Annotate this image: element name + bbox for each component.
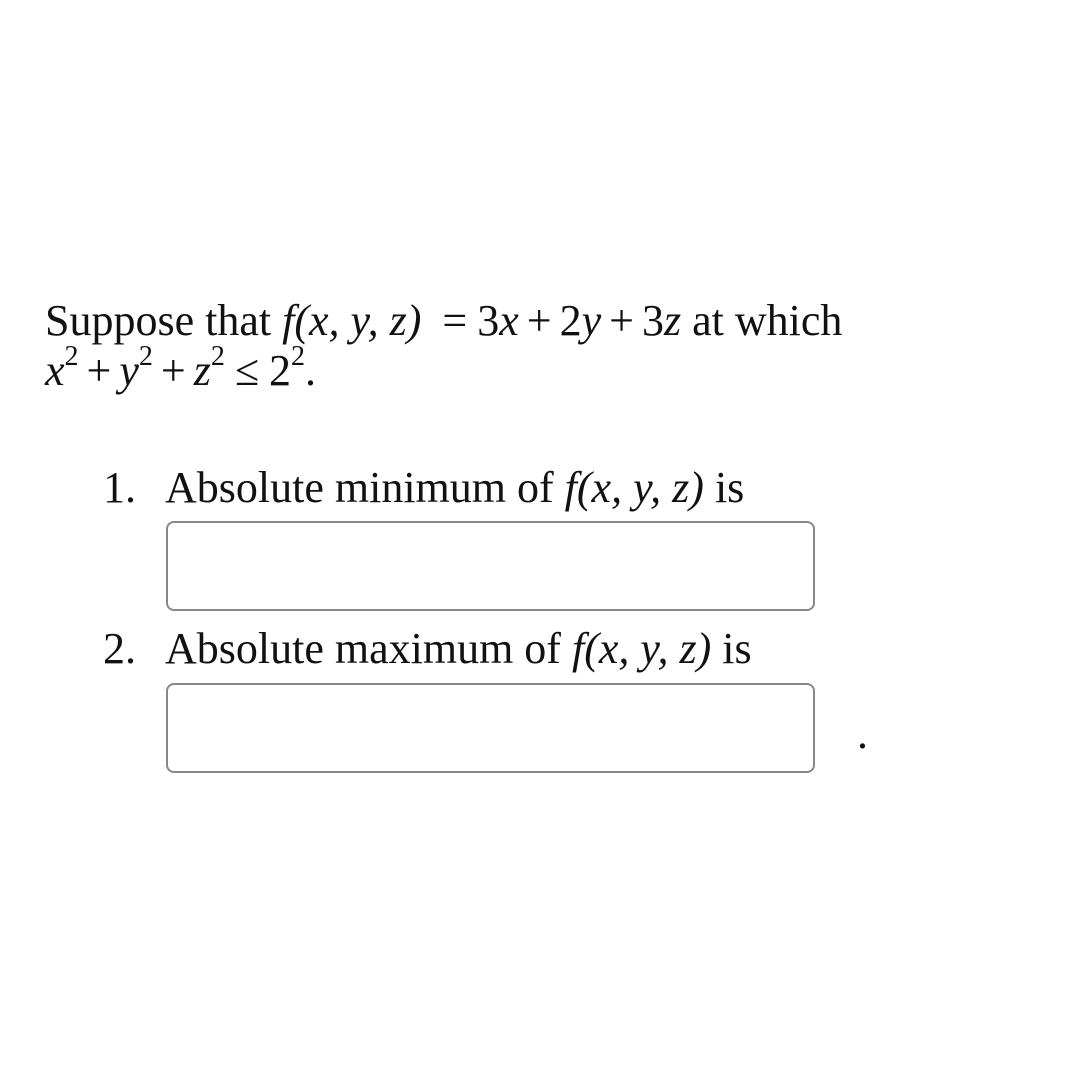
minimum-answer-input[interactable]	[166, 521, 815, 611]
var-2: y	[581, 296, 602, 345]
constraint-plus-2: +	[160, 346, 186, 395]
question-1-suffix: is	[714, 463, 745, 512]
less-equal-sign: ≤	[234, 346, 259, 395]
equals-sign: =	[442, 296, 468, 345]
function-name: f	[282, 296, 295, 345]
problem-line-1	[45, 296, 1045, 346]
question-2-text: Absolute maximum of	[165, 624, 561, 673]
maximum-answer-input[interactable]	[166, 683, 815, 773]
question-2-suffix: is	[722, 624, 752, 673]
var-3: z	[663, 296, 682, 345]
function-args: (x, y, z)	[294, 296, 422, 345]
question-2	[103, 624, 752, 674]
trailing-period: .	[857, 709, 868, 758]
problem-tail: at which	[692, 296, 843, 345]
constraint-plus-1: +	[86, 346, 112, 395]
exponent-z: 2	[210, 341, 225, 373]
plus-2: +	[609, 296, 634, 345]
question-1-text: Absolute minimum of	[165, 463, 554, 512]
question-2-number: 2.	[103, 624, 136, 673]
question-1-number: 1.	[103, 463, 136, 512]
question-2-func: f	[571, 624, 585, 673]
question-1-args: (x, y, z)	[576, 463, 704, 512]
exponent-y: 2	[138, 341, 153, 373]
constraint-base: 2	[269, 346, 291, 395]
question-1-func: f	[564, 463, 577, 512]
question-2-args: (x, y, z)	[584, 624, 712, 673]
problem-intro: Suppose that	[45, 296, 272, 345]
coef-2: 2	[559, 296, 582, 345]
constraint-line	[45, 341, 1045, 396]
plus-1: +	[526, 296, 552, 345]
problem-statement	[45, 296, 1045, 396]
constraint-period: .	[305, 346, 316, 395]
coef-1: 3	[477, 296, 500, 345]
coef-3: 3	[641, 296, 664, 345]
constraint-var-z: z	[193, 346, 211, 395]
constraint-var-y: y	[119, 346, 139, 395]
exponent-base: 2	[291, 341, 305, 373]
var-1: x	[499, 296, 519, 345]
constraint-var-x: x	[45, 346, 65, 395]
exponent-x: 2	[64, 341, 79, 373]
question-1	[103, 463, 744, 513]
